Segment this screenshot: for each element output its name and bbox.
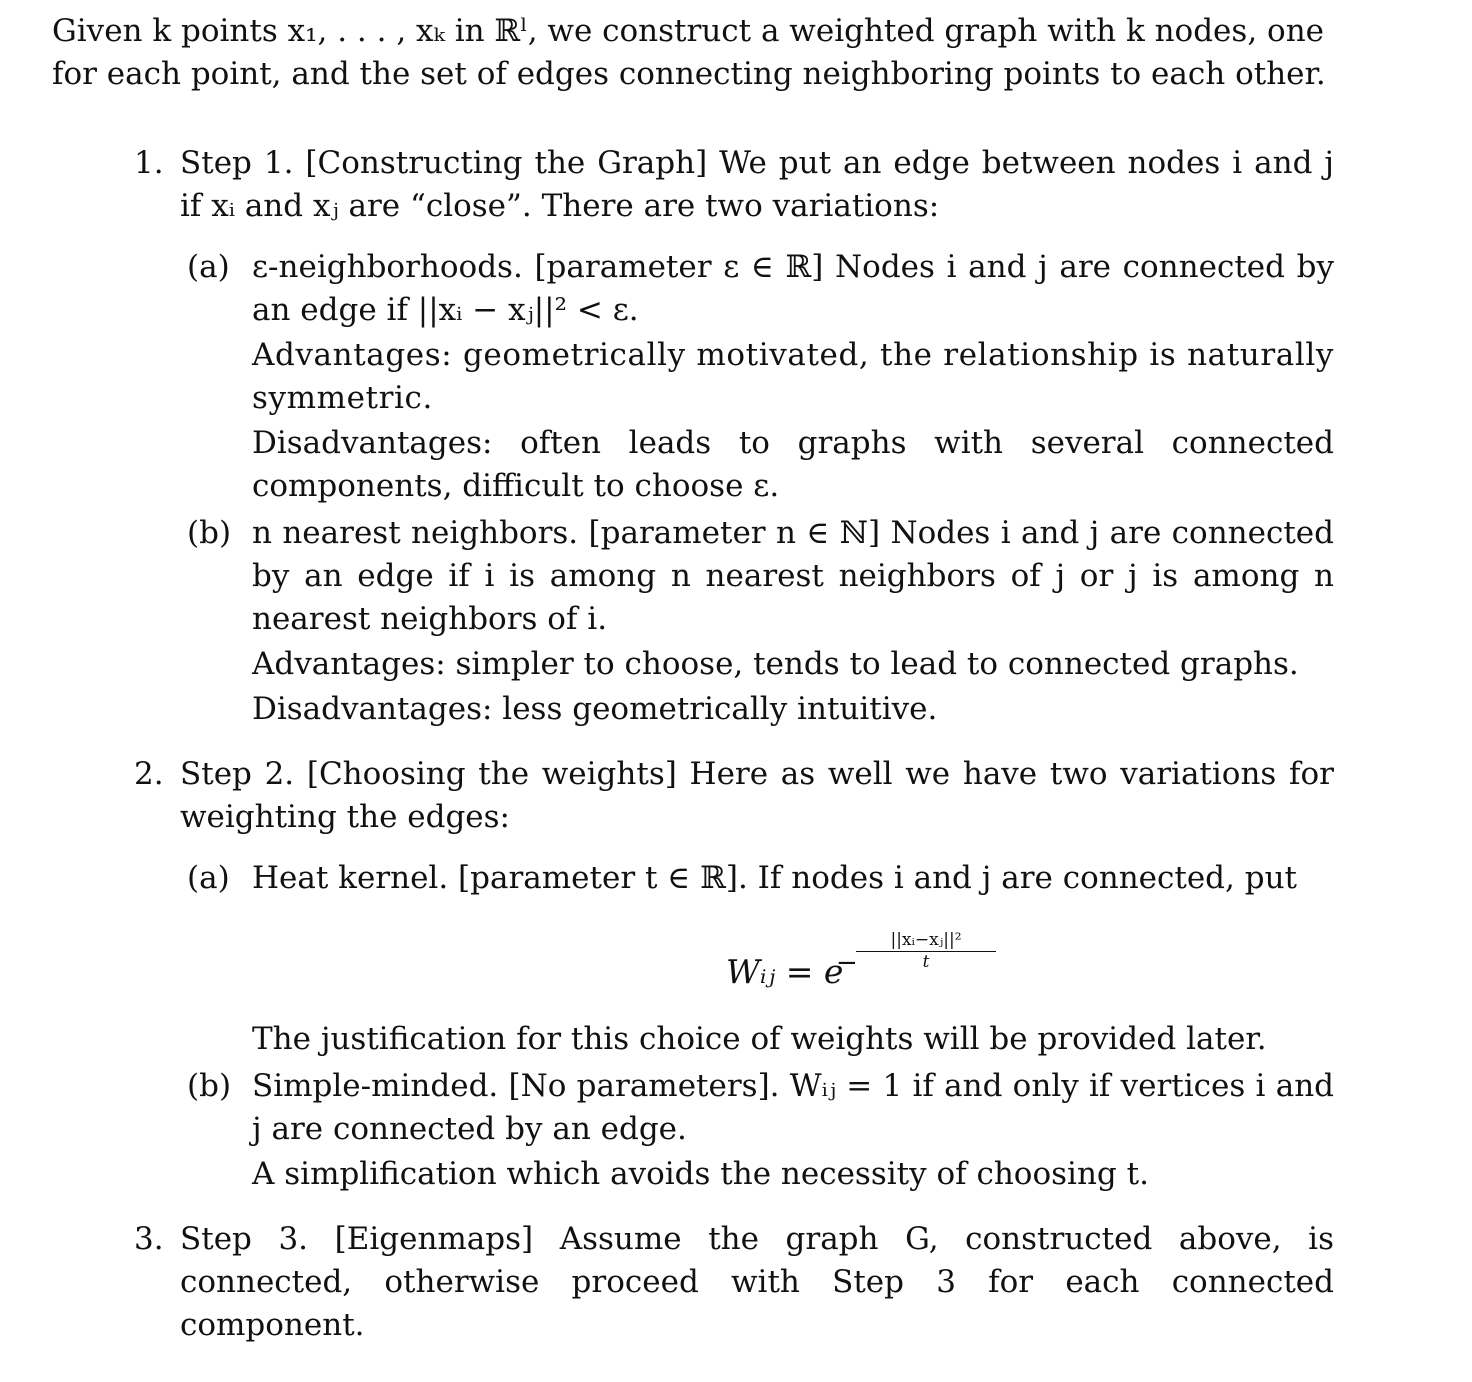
intro-paragraph: [52, 10, 1334, 96]
heat-kernel-formula: [252, 908, 1334, 1016]
steps-list: [52, 142, 1334, 1347]
step-2-variations: [180, 857, 1334, 1196]
variation-nearest-neighbors: [180, 512, 1334, 731]
variation-simple-minded: [180, 1065, 1334, 1196]
step-number: 3.: [134, 1221, 164, 1257]
disadvantages-text: Disadvantages: often leads to graphs with several connected components, difficult to choose ε.: [252, 425, 1334, 504]
simplification-text: A simplification which avoids the necessity of choosing t.: [252, 1156, 1149, 1192]
step-text: Step 1. [Constructing the Graph] We put an edge between nodes i and j if xᵢ and xⱼ are “close”. There are two variations:: [180, 145, 1334, 224]
step-number: 1.: [134, 145, 164, 181]
step-text: Step 3. [Eigenmaps] Assume the graph G, constructed above, is connected, otherwise proceed with Step 3 for each connected component.: [180, 1221, 1334, 1343]
variation-label: (b): [187, 1068, 232, 1104]
disadvantages-text: Disadvantages: less geometrically intuitive.: [252, 691, 938, 727]
advantages-text: Advantages: geometrically motivated, the relationship is naturally symmetric.: [252, 337, 1334, 416]
variation-text: Heat kernel. [parameter t ∈ ℝ]. If nodes i and j are connected, put: [252, 860, 1297, 896]
variation-text: Simple-minded. [No parameters]. Wᵢⱼ = 1 if and only if vertices i and j are connected by an edge.: [252, 1068, 1334, 1147]
justification-text: The justification for this choice of weights will be provided later.: [252, 1021, 1267, 1057]
variation-text: n nearest neighbors. [parameter n ∈ ℕ] Nodes i and j are connected by an edge if i is among n nearest neighbors of j or j is among n nearest neighbors of i.: [252, 515, 1334, 637]
variation-label: (a): [187, 860, 230, 896]
variation-heat-kernel: [180, 857, 1334, 1061]
intro-line-2: for each point, and the set of edges connecting neighboring points to each other.: [52, 56, 1326, 92]
step-number: 2.: [134, 756, 164, 792]
variation-label: (a): [187, 249, 230, 285]
step-3: [52, 1218, 1334, 1347]
formula-exponent-minus: −: [836, 948, 858, 978]
step-text: Step 2. [Choosing the weights] Here as well we have two variations for weighting the edges:: [180, 756, 1334, 835]
step-1-variations: [180, 246, 1334, 731]
step-1: [52, 142, 1334, 731]
formula-exponent-fraction: [856, 930, 996, 972]
intro-line-1: Given k points x₁, . . . , xₖ in ℝˡ, we construct a weighted graph with k nodes, one: [52, 13, 1324, 49]
formula-denominator: t: [922, 952, 930, 972]
formula-numerator: ||xᵢ−xⱼ||²: [856, 930, 996, 952]
step-2: [52, 753, 1334, 1196]
variation-label: (b): [187, 515, 232, 551]
variation-epsilon-neighborhoods: [180, 246, 1334, 508]
formula-lhs: Wᵢⱼ = e: [726, 952, 844, 991]
advantages-text: Advantages: simpler to choose, tends to lead to connected graphs.: [252, 646, 1299, 682]
variation-text: ε-neighborhoods. [parameter ε ∈ ℝ] Nodes i and j are connected by an edge if ||xᵢ − xⱼ||² < ε.: [252, 249, 1334, 328]
document-page: [52, 10, 1334, 1369]
